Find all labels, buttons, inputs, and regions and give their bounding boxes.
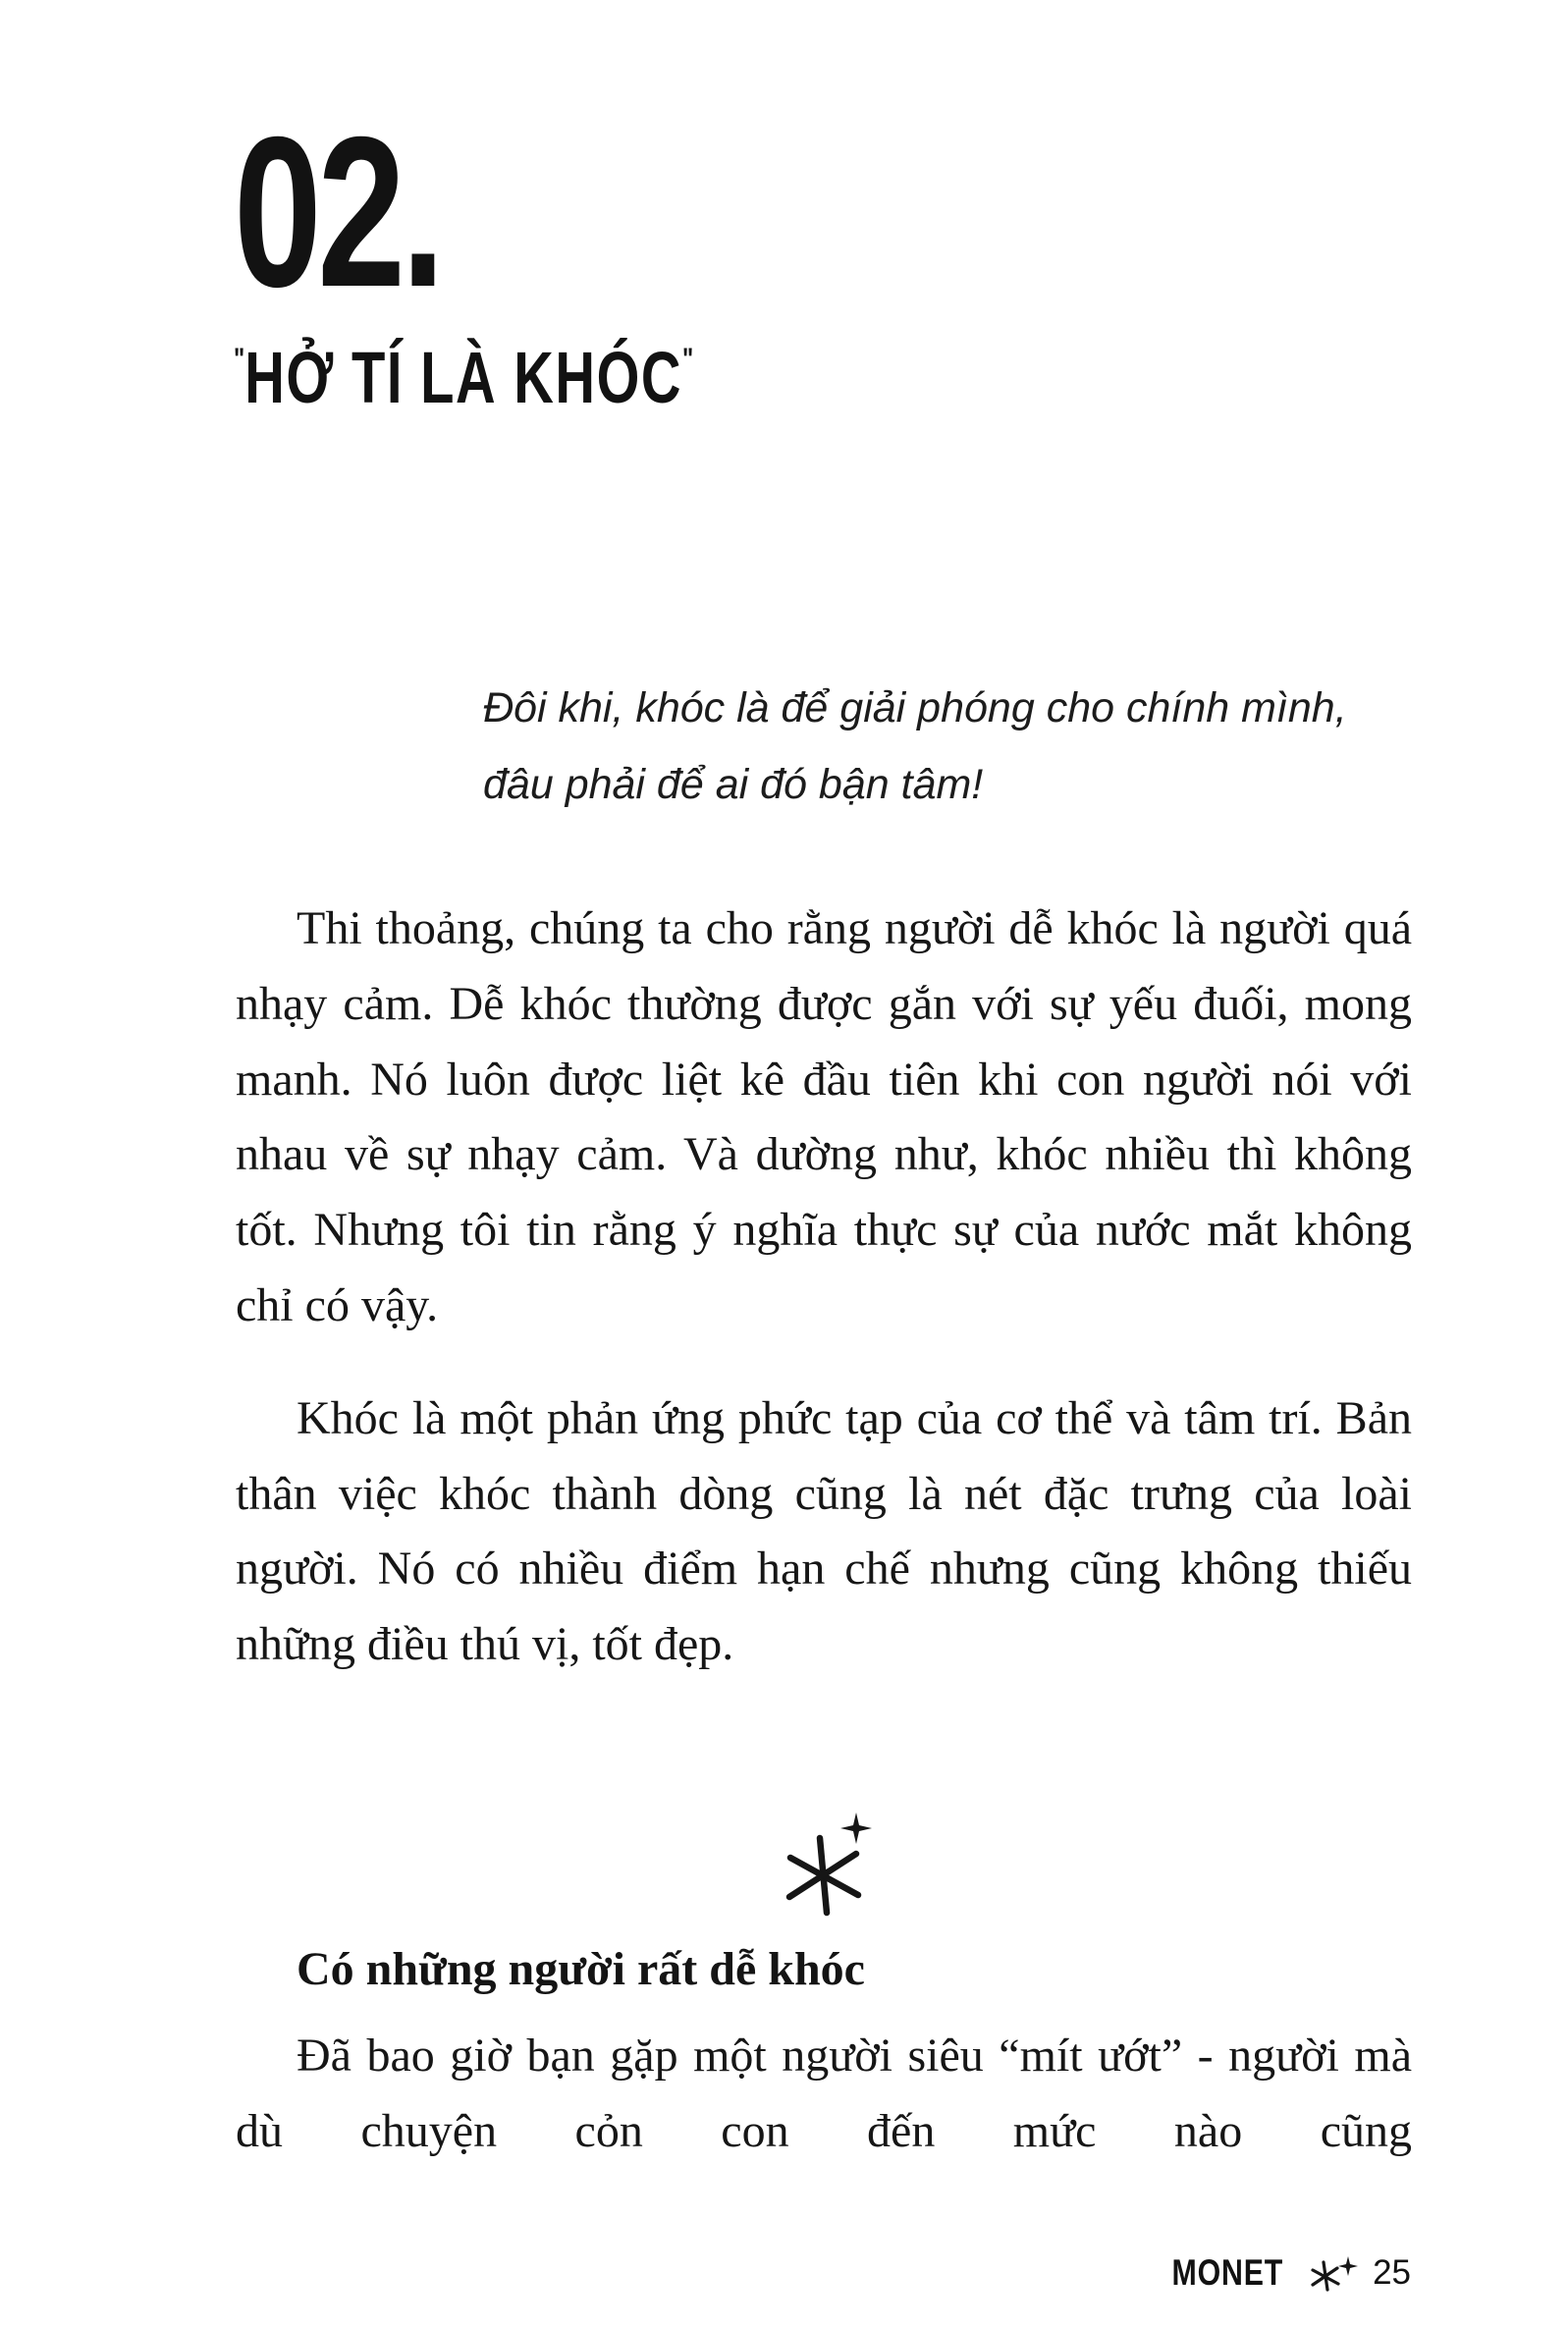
footer-brand: MONET [1171,2252,1284,2293]
chapter-title-quote-close: " [681,341,694,376]
chapter-title-quote-open: " [234,341,245,376]
section-divider [236,1809,1412,1923]
asterisk-star-icon [769,1906,879,1922]
body-paragraph-2: Khóc là một phản ứng phức tạp của cơ thể và tâm trí. Bản thân việc khóc thành dòng cũng là nét đặc trưng của loài người. Nó có nhiều điểm hạn chế nhưng cũng không thiếu những điều thú vị, tốt đẹp. [236,1391,1412,1671]
body-copy [236,892,1412,1720]
footer-asterisk-star-icon [1308,2252,1361,2294]
body-paragraph-3: Đã bao giờ bạn gặp một người siêu “mít ướt” - người mà dù chuyện cỏn con đến mức nào cũng [236,2030,1412,2157]
epigraph: Đôi khi, khóc là để giải phóng cho chính mình, đâu phải để ai đó bận tâm! [483,684,1347,809]
footer-page-number: 25 [1373,2253,1411,2292]
body-paragraph-1: Thi thoảng, chúng ta cho rằng người dễ khóc là người quá nhạy cảm. Dễ khóc thường được gắn với sự yếu đuối, mong manh. Nó luôn được liệt kê đầu tiên khi con người nói với nhau về sự nhạy cảm. Và dường như, khóc nhiều thì không tốt. Nhưng tôi tin rằng ý nghĩa thực sự của nước mắt không chỉ có vậy. [236,902,1412,1331]
chapter-title: HỞ TÍ LÀ KHÓC [244,337,682,418]
chapter-heading [234,337,694,418]
chapter-number: 02. [234,93,441,332]
subheading: Có những người rất dễ khóc [297,1943,865,1995]
page-footer [1160,2252,1411,2294]
